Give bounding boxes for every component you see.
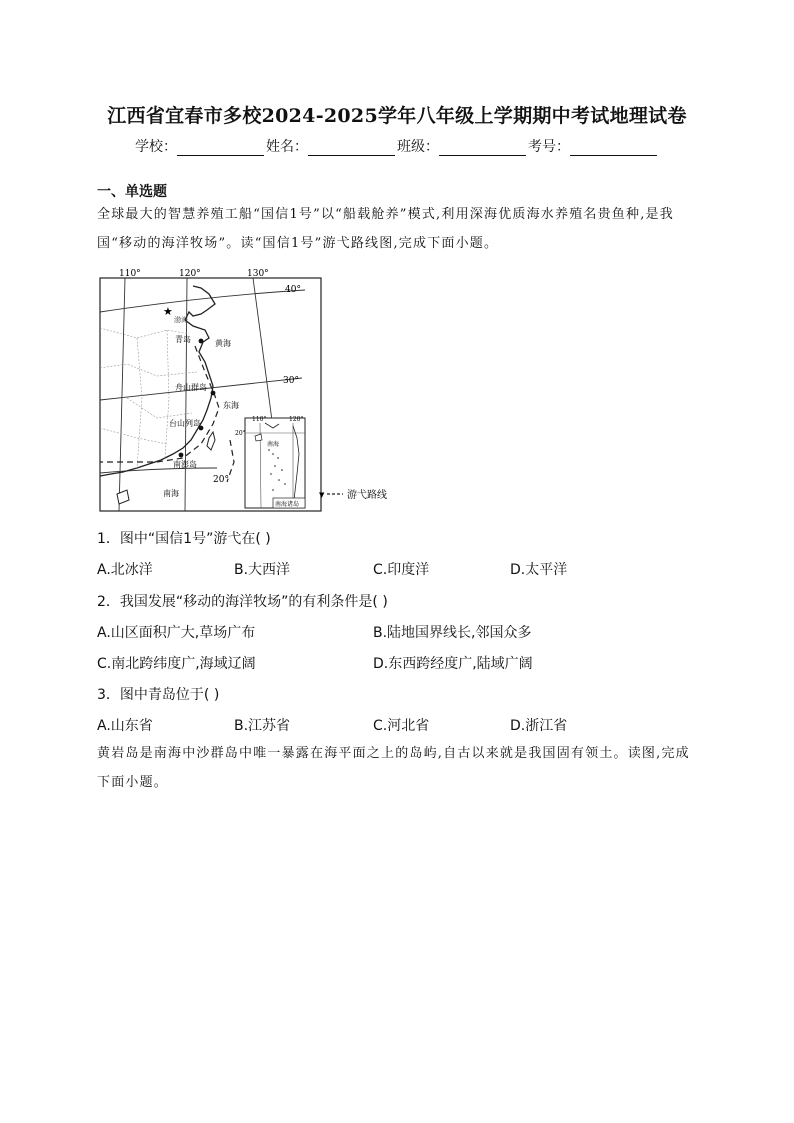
place-zhoushan: 舟山群岛: [175, 383, 207, 392]
q3-option-c[interactable]: C.河北省: [373, 718, 430, 734]
place-donghai: 东海: [223, 401, 239, 410]
class-field: [397, 136, 528, 156]
number-label: 考号：: [528, 139, 570, 155]
number-blank[interactable]: [570, 141, 657, 156]
q1-option-d[interactable]: D.太平洋: [510, 562, 568, 578]
lat-label-40: 40°: [285, 285, 301, 295]
place-qingdao: 青岛: [175, 335, 191, 344]
lon-label-110: 110°: [119, 269, 141, 279]
q3-option-a[interactable]: A.山东省: [97, 718, 153, 734]
question-2-stem: 2．我国发展“移动的海洋牧场”的有利条件是( ): [97, 594, 388, 610]
name-blank[interactable]: [308, 141, 395, 156]
q2-option-d[interactable]: D.东西跨经度广,陆域广阔: [373, 656, 533, 672]
inset-lon-120: 120°: [289, 416, 304, 423]
zhoushan-dot: [211, 391, 216, 396]
capital-star-icon: ★: [163, 305, 173, 318]
lon-label-130: 130°: [247, 269, 269, 279]
section-heading: 一、单选题: [97, 184, 167, 200]
q3-option-b[interactable]: B.江苏省: [234, 718, 291, 734]
school-blank[interactable]: [177, 141, 264, 156]
place-nanhai: 南海: [163, 489, 179, 498]
question-3-stem: 3．图中青岛位于( ): [97, 687, 220, 703]
legend-label: 游弋路线: [347, 490, 387, 501]
name-label: 姓名：: [266, 139, 308, 155]
question-1-stem: 1．图中“国信1号”游弋在( ): [97, 531, 271, 547]
school-label: 学校：: [135, 139, 177, 155]
lat-label-30: 30°: [283, 376, 299, 386]
nanpeng-dot: [179, 453, 184, 458]
exam-title: 江西省宜春市多校2024-2025学年八年级上学期期中考试地理试卷: [107, 105, 687, 127]
q2-option-c[interactable]: C.南北跨纬度广,海域辽阔: [97, 656, 256, 672]
student-info-row: [0, 136, 794, 156]
class-label: 班级：: [397, 139, 439, 155]
inset-frame: [245, 418, 305, 508]
lat-label-20: 20°: [213, 475, 229, 485]
inset-sea-label: 南海: [267, 441, 280, 448]
intro-paragraph-2: 黄岩岛是南海中沙群岛中唯一暴露在海平面之上的岛屿,自古以来就是我国固有领土。读图,完成下面小题。: [97, 746, 690, 790]
legend-arrow-icon: ▼: [319, 491, 325, 499]
q2-option-b[interactable]: B.陆地国界线长,邻国众多: [373, 625, 532, 641]
number-field: [528, 136, 659, 156]
south-china-sea-inset: [235, 416, 305, 508]
place-taishan: 台山列岛: [169, 419, 201, 428]
route-map: [97, 268, 397, 514]
place-huanghai: 黄海: [215, 339, 231, 348]
name-field: [266, 136, 397, 156]
lon-label-120: 120°: [179, 269, 201, 279]
q1-option-b[interactable]: B.大西洋: [234, 562, 291, 578]
q1-option-a[interactable]: A.北冰洋: [97, 562, 153, 578]
q2-option-a[interactable]: A.山区面积广大,草场广布: [97, 625, 256, 641]
qingdao-dot: [199, 339, 204, 344]
school-field: [135, 136, 266, 156]
inset-label: 南海诸岛: [275, 501, 300, 508]
place-bohai: 渤海: [174, 316, 188, 324]
inset-lat-20: 20°: [235, 430, 246, 437]
class-blank[interactable]: [439, 141, 526, 156]
map-legend: [319, 488, 387, 501]
intro-paragraph-1: 全球最大的智慧养殖工船“国信1号”以“船载舱养”模式,利用深海优质海水养殖名贵鱼种,是我国“移动的海洋牧场”。读“国信1号”游弋路线图,完成下面小题。: [97, 207, 674, 251]
inset-lon-110: 110°: [252, 416, 267, 423]
q1-option-c[interactable]: C.印度洋: [373, 562, 430, 578]
q3-option-d[interactable]: D.浙江省: [510, 718, 568, 734]
place-nanpeng: 南澎岛: [173, 460, 197, 469]
